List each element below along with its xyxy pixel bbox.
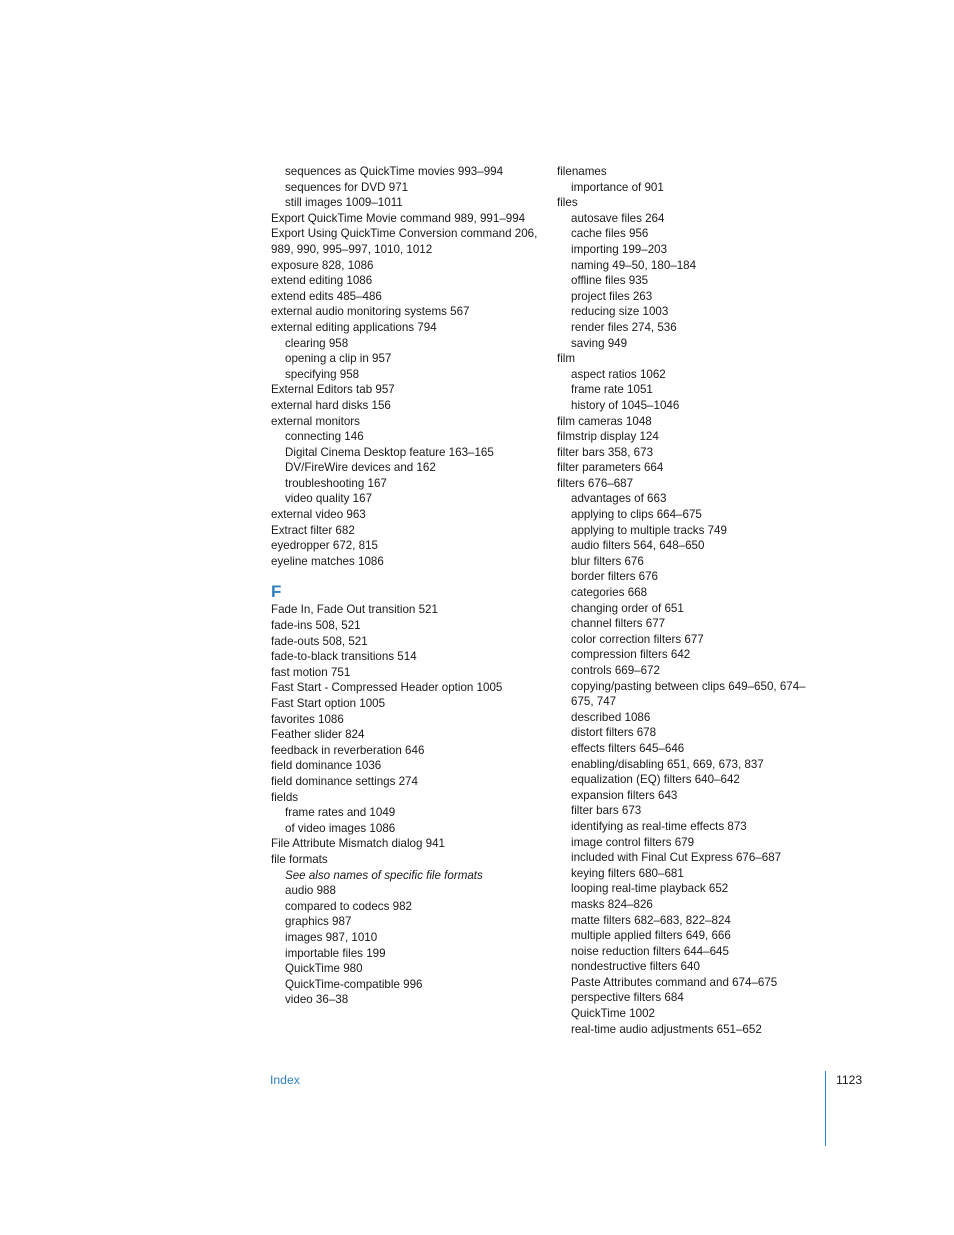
index-subentry: project files 263 xyxy=(571,289,653,303)
index-entry: film cameras 1048 xyxy=(557,414,652,428)
index-subentry: importable files 199 xyxy=(285,946,386,960)
index-subentry: channel filters 677 xyxy=(571,617,666,631)
footer-section-label: Index xyxy=(270,1073,300,1087)
index-entry: field dominance settings 274 xyxy=(271,774,418,788)
index-subentry: cache files 956 xyxy=(571,227,649,241)
index-entry: fade-outs 508, 521 xyxy=(271,634,368,648)
index-entry: eyedropper 672, 815 xyxy=(271,539,379,553)
index-subentry: importing 199–203 xyxy=(571,242,668,256)
index-entry: field dominance 1036 xyxy=(271,759,382,773)
index-subentry: compression filters 642 xyxy=(571,648,691,662)
index-subentry: video 36–38 xyxy=(285,993,349,1007)
index-letter-heading: F xyxy=(271,582,282,602)
index-subentry: masks 824–826 xyxy=(571,897,653,911)
index-subentry: history of 1045–1046 xyxy=(571,398,680,412)
index-subentry: autosave files 264 xyxy=(571,211,665,225)
index-entry: Export Using QuickTime Conversion command 206, 989, 990, 995–997, 1010, 1012 xyxy=(271,227,538,256)
index-subentry: troubleshooting 167 xyxy=(285,476,387,490)
index-subentry: video quality 167 xyxy=(285,492,373,506)
index-subentry: noise reduction filters 644–645 xyxy=(571,944,729,958)
index-subentry: QuickTime 1002 xyxy=(571,1007,655,1021)
index-subentry: looping real-time playback 652 xyxy=(571,882,729,896)
index-subentry: sequences as QuickTime movies 993–994 xyxy=(285,165,504,178)
index-entry: file formats xyxy=(271,852,328,866)
index-subentry: controls 669–672 xyxy=(571,664,660,677)
index-entry: fast motion 751 xyxy=(271,665,351,679)
index-subentry: nondestructive filters 640 xyxy=(571,960,700,974)
index-subentry: compared to codecs 982 xyxy=(285,899,412,913)
index-subentry: effects filters 645–646 xyxy=(571,741,685,755)
index-entry: filter bars 358, 673 xyxy=(557,445,654,459)
index-subentry: border filters 676 xyxy=(571,570,658,584)
index-subentry: specifying 958 xyxy=(285,367,360,381)
index-entry: filter parameters 664 xyxy=(557,461,664,475)
index-subentry: Paste Attributes command and 674–675 xyxy=(571,975,778,989)
index-subentry: expansion filters 643 xyxy=(571,788,678,802)
index-subentry: real-time audio adjustments 651–652 xyxy=(571,1022,762,1036)
index-subentry: keying filters 680–681 xyxy=(571,866,684,880)
index-subentry: image control filters 679 xyxy=(571,835,695,849)
index-subentry: color correction filters 677 xyxy=(571,632,704,646)
index-entry: Fast Start - Compressed Header option 1005 xyxy=(271,681,503,695)
index-subentry: enabling/disabling 651, 669, 673, 837 xyxy=(571,757,764,771)
index-entry: Feather slider 824 xyxy=(271,728,365,742)
index-entry: filenames xyxy=(557,165,607,178)
index-subentry: QuickTime-compatible 996 xyxy=(285,977,423,991)
index-entry: filters 676–687 xyxy=(557,476,634,490)
index-subentry: categories 668 xyxy=(571,586,648,600)
index-entry: fade-ins 508, 521 xyxy=(271,619,361,633)
index-subentry: perspective filters 684 xyxy=(571,991,684,1005)
index-subentry: reducing size 1003 xyxy=(571,305,669,319)
index-column-right xyxy=(557,164,819,1037)
index-entry: eyeline matches 1086 xyxy=(271,554,384,568)
index-subentry: Digital Cinema Desktop feature 163–165 xyxy=(285,445,494,459)
index-entry: extend edits 485–486 xyxy=(271,289,382,303)
index-subentry: clearing 958 xyxy=(285,336,349,350)
index-subentry: equalization (EQ) filters 640–642 xyxy=(571,773,740,787)
index-subentry: graphics 987 xyxy=(285,915,352,929)
index-subentry: audio 988 xyxy=(285,884,336,898)
index-subentry: images 987, 1010 xyxy=(285,930,378,944)
page-number: 1123 xyxy=(836,1073,863,1087)
index-entry: filmstrip display 124 xyxy=(557,430,659,444)
index-subentry: See also names of specific file formats xyxy=(285,868,483,882)
index-subentry: advantages of 663 xyxy=(571,492,667,506)
index-subentry: multiple applied filters 649, 666 xyxy=(571,929,731,943)
index-subentry: described 1086 xyxy=(571,710,651,724)
index-subentry: of video images 1086 xyxy=(285,821,396,835)
index-entry: external audio monitoring systems 567 xyxy=(271,305,470,319)
index-subentry: connecting 146 xyxy=(285,430,364,444)
index-subentry: frame rates and 1049 xyxy=(285,806,396,820)
index-entry: external video 963 xyxy=(271,508,366,522)
index-entry: feedback in reverberation 646 xyxy=(271,743,425,757)
index-subentry: render files 274, 536 xyxy=(571,320,677,334)
index-entry: Export QuickTime Movie command 989, 991–994 xyxy=(271,211,526,225)
index-subentry: applying to multiple tracks 749 xyxy=(571,523,727,537)
index-subentry: filter bars 673 xyxy=(571,804,642,818)
index-subentry: importance of 901 xyxy=(571,180,664,194)
index-entry: exposure 828, 1086 xyxy=(271,258,374,272)
index-subentry: copying/pasting between clips 649–650, 674–675, 747 xyxy=(571,679,806,709)
index-subentry: saving 949 xyxy=(571,336,628,350)
index-entry: Fade In, Fade Out transition 521 xyxy=(271,603,438,617)
index-subentry: audio filters 564, 648–650 xyxy=(571,539,705,553)
index-subentry: still images 1009–1011 xyxy=(285,196,403,210)
index-entry: External Editors tab 957 xyxy=(271,383,395,397)
index-subentry: aspect ratios 1062 xyxy=(571,367,666,381)
index-entry: fade-to-black transitions 514 xyxy=(271,650,417,664)
index-entry: files xyxy=(557,196,578,210)
index-subentry: naming 49–50, 180–184 xyxy=(571,258,697,272)
index-entry: File Attribute Mismatch dialog 941 xyxy=(271,837,445,851)
index-subentry: distort filters 678 xyxy=(571,726,657,740)
index-subentry: blur filters 676 xyxy=(571,554,644,568)
index-subentry: included with Final Cut Express 676–687 xyxy=(571,851,782,865)
index-entry: extend editing 1086 xyxy=(271,274,373,288)
index-subentry: applying to clips 664–675 xyxy=(571,508,702,522)
index-entry: Extract filter 682 xyxy=(271,523,355,537)
index-subentry: sequences for DVD 971 xyxy=(285,180,409,194)
index-subentry: QuickTime 980 xyxy=(285,962,363,976)
index-entry: favorites 1086 xyxy=(271,712,344,726)
index-subentry: identifying as real-time effects 873 xyxy=(571,819,747,833)
footer-divider xyxy=(825,1071,826,1146)
index-entry: external hard disks 156 xyxy=(271,398,391,412)
index-entry: external editing applications 794 xyxy=(271,320,437,334)
index-entry: external monitors xyxy=(271,414,360,428)
index-subentry: frame rate 1051 xyxy=(571,383,653,397)
index-subentry: DV/FireWire devices and 162 xyxy=(285,461,436,475)
index-entry: fields xyxy=(271,790,299,804)
index-subentry: changing order of 651 xyxy=(571,601,684,615)
index-subentry: opening a clip in 957 xyxy=(285,352,392,366)
index-subentry: matte filters 682–683, 822–824 xyxy=(571,913,731,927)
index-entry: Fast Start option 1005 xyxy=(271,697,386,710)
index-column-left xyxy=(271,164,543,1008)
index-subentry: offline files 935 xyxy=(571,274,649,288)
index-entry: film xyxy=(557,352,576,366)
